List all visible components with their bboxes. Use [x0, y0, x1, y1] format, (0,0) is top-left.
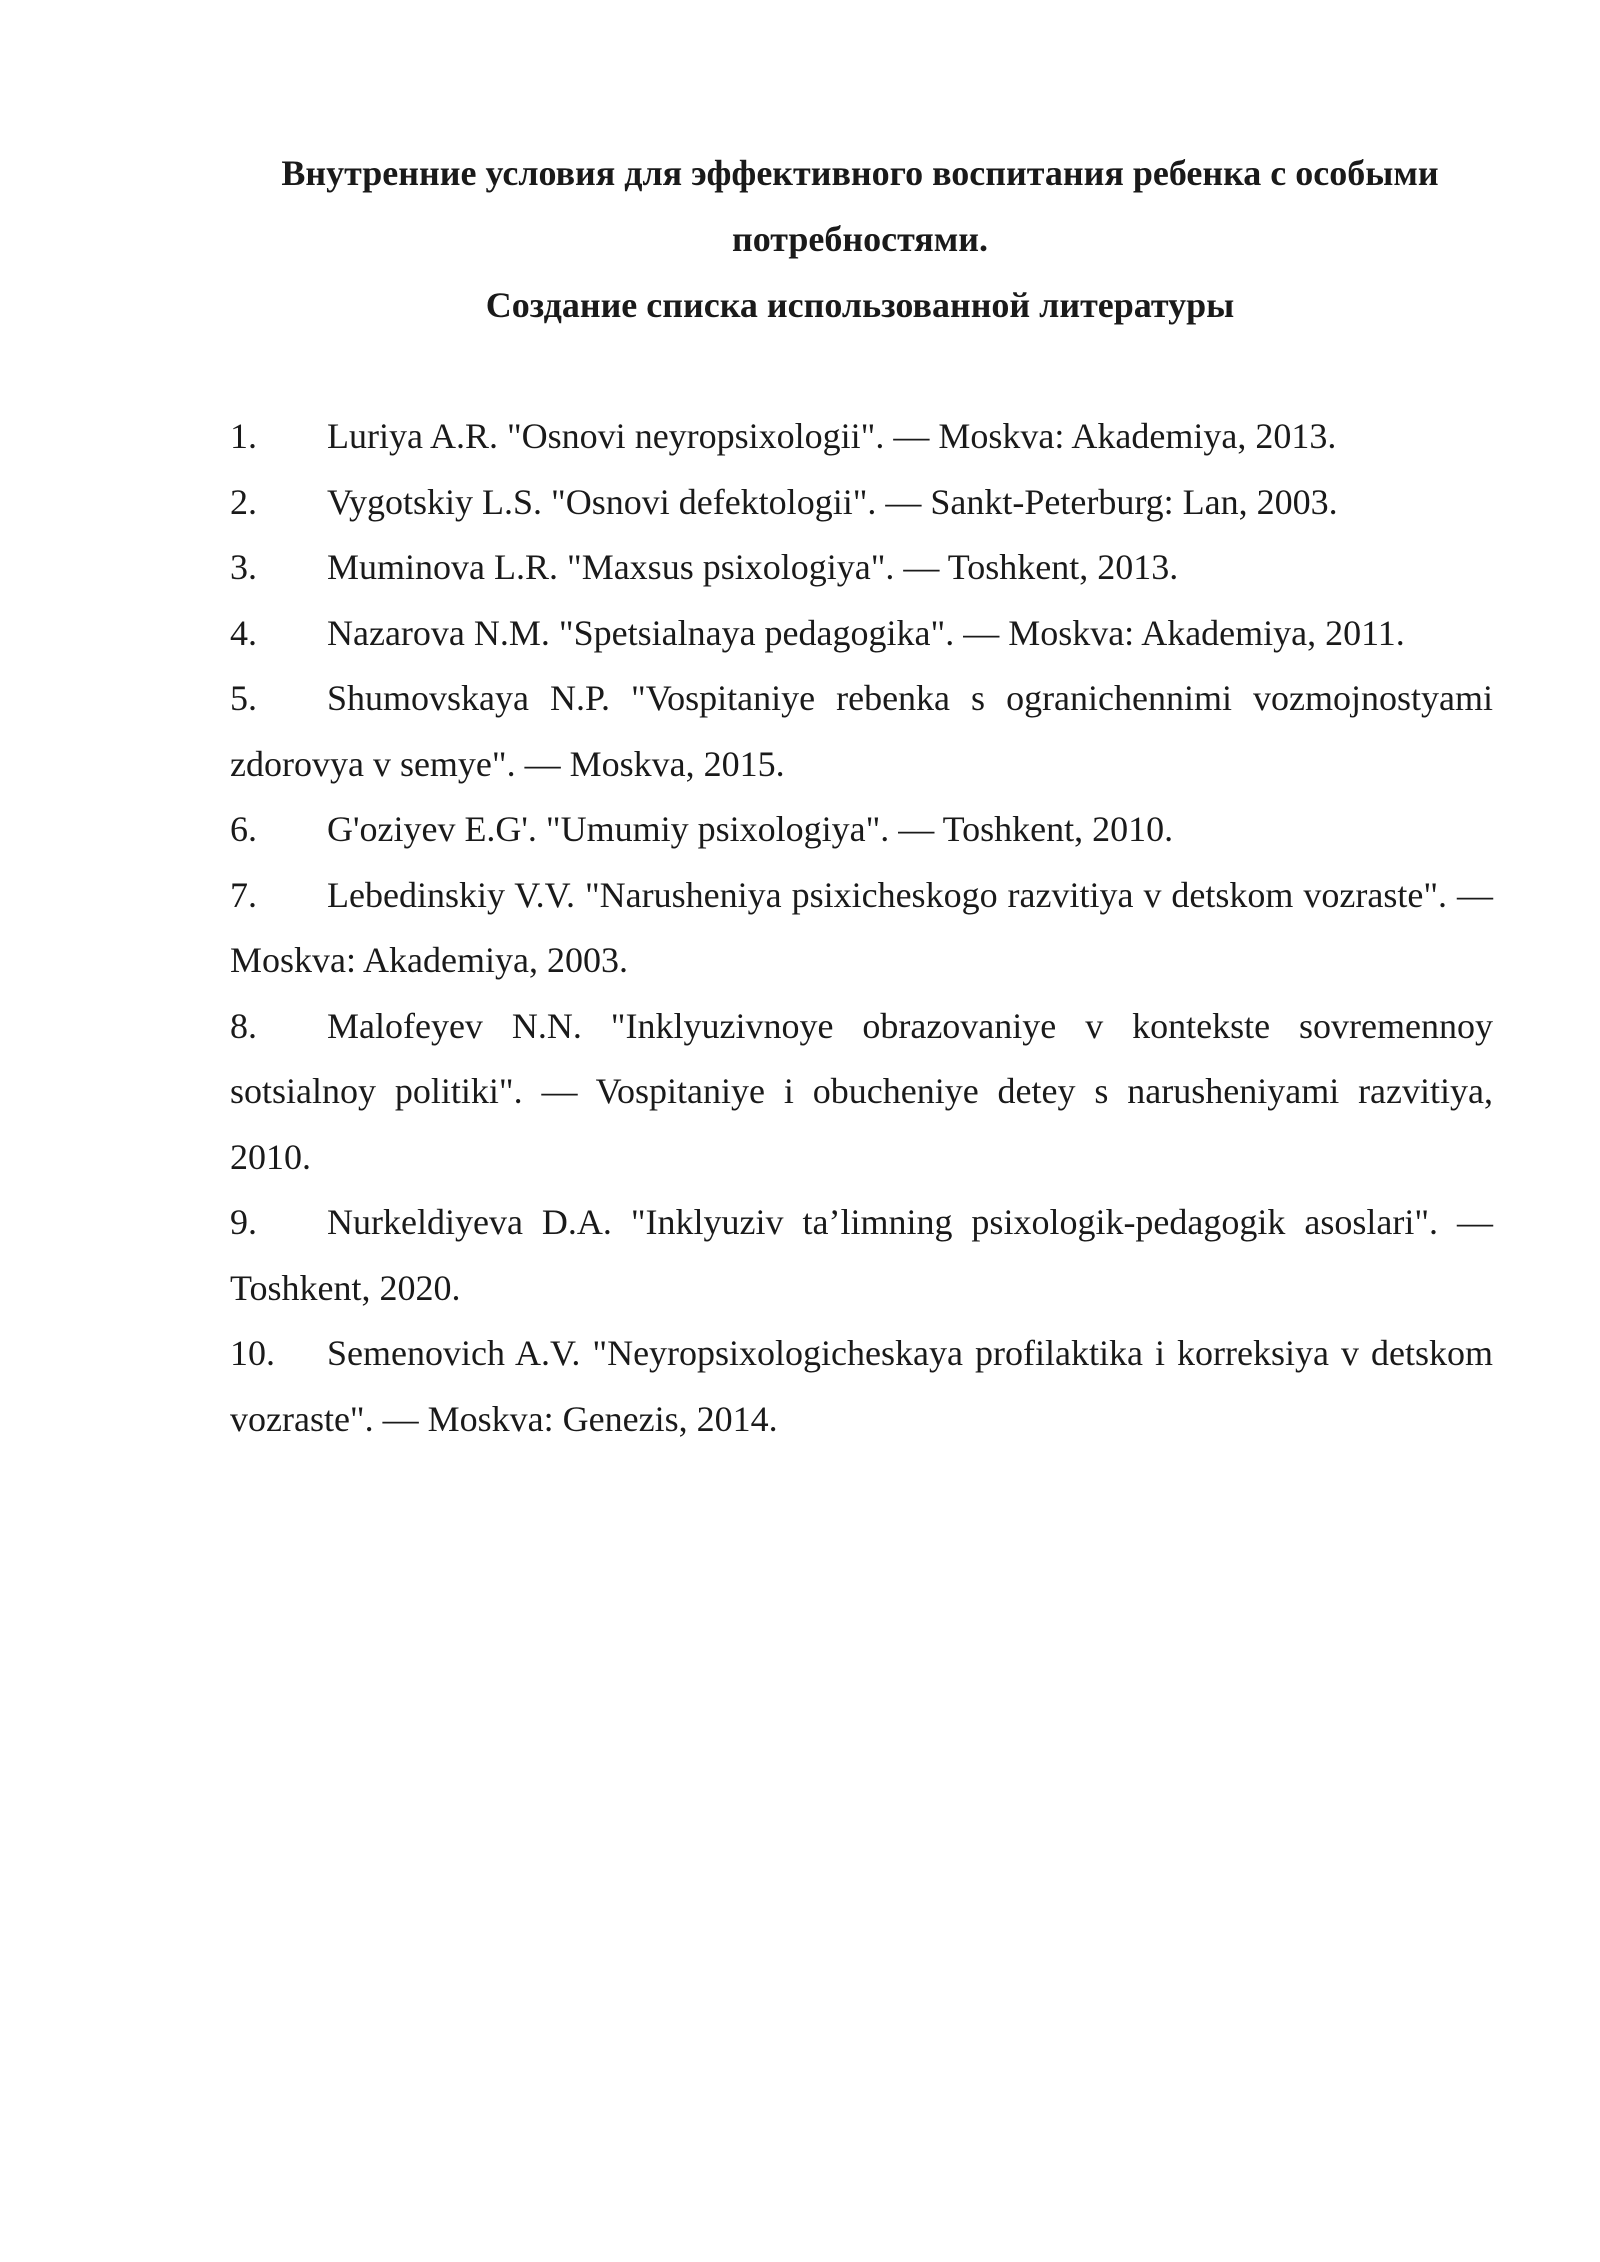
reference-number: 4. — [230, 612, 257, 653]
reference-item — [230, 994, 1493, 1191]
reference-item — [230, 535, 1493, 601]
document-heading — [230, 140, 1490, 338]
reference-number: 1. — [230, 416, 257, 456]
reference-text: Malofeyev N.N. "Inklyuzivnoye obrazovaniye v kontekste sovremennoy sotsialnoy politiki". — Vospitaniye i obucheniye detey s narusheniyami razvitiya, 2010. — [230, 1005, 1493, 1177]
reference-item — [230, 863, 1493, 994]
reference-list — [230, 404, 1493, 1452]
reference-item — [230, 1190, 1493, 1321]
reference-text: Vygotskiy L.S. "Osnovi defektologii". — Sankt-Peterburg: Lan, 2003. — [327, 481, 1338, 522]
reference-item — [230, 666, 1493, 797]
reference-item — [230, 797, 1493, 863]
reference-number: 9. — [230, 1202, 257, 1242]
reference-text: Lebedinskiy V.V. "Narusheniya psixicheskogo razvitiya v detskom vozraste". — Moskva: Akademiya, 2003. — [230, 874, 1493, 980]
reference-item — [230, 404, 1493, 470]
reference-text: Semenovich A.V. "Neyropsixologicheskaya profilaktika i korreksiya v detskom vozraste". — Moskva: Genezis, 2014. — [230, 1333, 1493, 1439]
reference-number: 3. — [230, 547, 257, 587]
reference-text: Muminova L.R. "Maxsus psixologiya". — Toshkent, 2013. — [327, 547, 1179, 587]
reference-number: 2. — [230, 481, 257, 522]
reference-item — [230, 470, 1493, 536]
reference-text: G'oziyev E.G'. "Umumiy psixologiya". — Toshkent, 2010. — [327, 809, 1174, 849]
document-subtitle: Создание списка использованной литературы — [485, 285, 1235, 325]
reference-item — [230, 601, 1493, 667]
reference-number: 10. — [230, 1333, 275, 1373]
reference-text: Nurkeldiyeva D.A. "Inklyuziv ta’limning psixologik-pedagogik asoslari". — Toshkent, 2020. — [230, 1202, 1493, 1308]
reference-text: Nazarova N.M. "Spetsialnaya pedagogika". — Moskva: Akademiya, 2011. — [327, 612, 1405, 653]
document-title-line-2: потребностями. — [731, 219, 989, 259]
reference-number: 6. — [230, 809, 257, 849]
reference-number: 5. — [230, 678, 257, 718]
reference-number: 8. — [230, 1005, 257, 1046]
reference-text: Shumovskaya N.P. "Vospitaniye rebenka s ogranichennimi vozmojnostyami zdorovya v semye". — Moskva, 2015. — [230, 678, 1493, 784]
document-title-line-1: Внутренние условия для эффективного воспитания ребенка с особыми — [281, 153, 1439, 193]
reference-text: Luriya A.R. "Osnovi neyropsixologii". — Moskva: Akademiya, 2013. — [327, 416, 1337, 456]
reference-item — [230, 1321, 1493, 1452]
reference-number: 7. — [230, 874, 257, 915]
